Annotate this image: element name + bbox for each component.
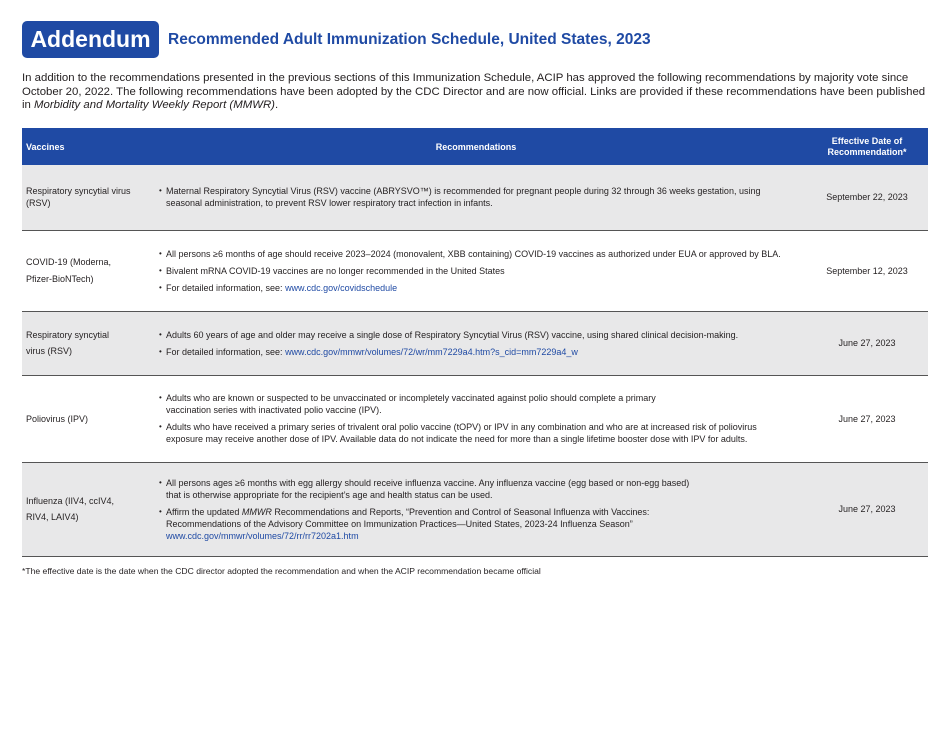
recommendation-item — [160, 185, 802, 209]
header-recommendations: Recommendations — [146, 128, 806, 165]
table-header-row — [22, 128, 928, 165]
recommendation-item — [160, 329, 802, 341]
recommendation-line: • All persons ages ≥6 months with egg allergy should receive influenza vaccine. Any influenza vaccine (egg based or non-egg based) — [166, 477, 690, 488]
intro-end: . — [274, 99, 279, 112]
recommendation-line: • Adults who have received a primary series of trivalent oral polio vaccine (tOPV) or IPV in any combination and who are at increased risk of poliovirus — [166, 422, 757, 432]
table-row — [22, 311, 928, 375]
vaccine-name-line: Respiratory syncytial virus — [26, 186, 131, 197]
recommendation-item — [160, 282, 802, 294]
recommendation-line: For detailed information, see: — [166, 282, 286, 293]
table-row — [22, 165, 928, 230]
effective-date-cell: September 22, 2023 — [806, 165, 928, 230]
recommendation-line: • Adults who are known or suspected to be unvaccinated or incompletely vaccinated against polio should complete a primary — [166, 393, 656, 403]
vaccine-name-line: Influenza (IIV4, ccIV4, — [26, 495, 115, 506]
recommendations-cell — [146, 311, 806, 375]
vaccine-name-line: Pfizer-BioNTech) — [26, 273, 94, 284]
page-title: Recommended Adult Immunization Schedule, United States, 2023 — [168, 30, 651, 48]
vaccine-cell — [22, 165, 146, 230]
addendum-table — [22, 128, 928, 557]
recommendation-item — [160, 392, 802, 416]
intro-text: In addition to the recommendations presented in the previous sections of this Immunization Schedule, ACIP has approved the following recommendations by majority vote since October 20, 2022. The following recommendations have been adopted by the CDC Director and are now official. Links are provided if these recommendations have been published in — [22, 72, 926, 112]
recommendation-line: For detailed information, see: — [166, 346, 286, 357]
recommendation-line: that is otherwise appropriate for the recipient’s age and health status can be used. — [166, 489, 493, 500]
table-row — [22, 230, 928, 311]
vaccine-cell — [22, 462, 146, 556]
vaccine-cell — [22, 311, 146, 375]
covid-schedule-link[interactable]: www.cdc.gov/covidschedule — [285, 282, 398, 293]
recommendation-item — [160, 346, 802, 358]
recommendation-item — [160, 265, 802, 277]
vaccine-name-line: virus (RSV) — [26, 346, 73, 356]
vaccine-name-line: Poliovirus (IPV) — [26, 413, 89, 424]
recommendation-item — [160, 421, 802, 445]
recommendation-line — [166, 506, 802, 518]
recommendation-item — [160, 506, 802, 542]
intro-publication: Morbidity and Mortality Weekly Report (MMWR) — [34, 99, 275, 112]
vaccine-name-line: (RSV) — [26, 198, 51, 209]
affirm-text: Affirm the updated — [166, 506, 242, 517]
intro-paragraph — [22, 72, 928, 113]
vaccine-cell — [22, 375, 146, 462]
recommendations-cell — [146, 375, 806, 462]
recommendation-line: vaccination series with inactivated polio vaccine (IPV). — [166, 405, 382, 415]
effective-date-cell: June 27, 2023 — [806, 311, 928, 375]
recommendation-line: exposure may receive another dose of IPV. Available data do not indicate the need for more than a single lifetime booster dose with IPV for adults. — [166, 434, 748, 444]
recommendation-item — [160, 248, 802, 260]
header-date-line2: Recommendation* — [827, 146, 907, 157]
recommendation-line: • Bivalent mRNA COVID-19 vaccines are no longer recommended in the United States — [166, 265, 505, 276]
header-date-line1: Effective Date of — [831, 135, 903, 146]
vaccine-cell — [22, 230, 146, 311]
header-vaccines: Vaccines — [22, 128, 146, 165]
addendum-badge: Addendum — [22, 21, 159, 58]
recommendations-cell — [146, 462, 806, 556]
vaccine-name-line: COVID-19 (Moderna, — [26, 257, 112, 267]
recommendation-line: • Adults 60 years of age and older may receive a single dose of Respiratory Syncytial Virus (RSV) vaccine, using shared clinical decision-making. — [166, 329, 739, 340]
recommendation-line: seasonal administration, to prevent RSV lower respiratory tract infection in infants. — [166, 198, 493, 209]
mmwr-italic: MMWR — [241, 506, 272, 517]
header-effective-date — [806, 128, 928, 165]
mmwr-influenza-link[interactable]: www.cdc.gov/mmwr/volumes/72/rr/rr7202a1.htm — [166, 530, 359, 541]
recommendations-cell — [146, 165, 806, 230]
table-row — [22, 375, 928, 462]
table-row — [22, 462, 928, 556]
effective-date-cell: June 27, 2023 — [806, 462, 928, 556]
effective-date-cell: September 12, 2023 — [806, 230, 928, 311]
recommendation-line: • Maternal Respiratory Syncytial Virus (RSV) vaccine (ABRYSVO™) is recommended for pregnant people during 32 through 36 weeks gestation, using — [166, 186, 761, 197]
vaccine-name-line: Respiratory syncytial — [26, 329, 110, 340]
vaccine-name-line: RIV4, LAIV4) — [26, 512, 79, 522]
effective-date-cell: June 27, 2023 — [806, 375, 928, 462]
recommendation-item — [160, 477, 802, 501]
recommendations-cell — [146, 230, 806, 311]
footnote: *The effective date is the date when the CDC director adopted the recommendation and when the ACIP recommendation became official — [22, 566, 541, 576]
mmwr-rsv-link[interactable]: www.cdc.gov/mmwr/volumes/72/wr/mm7229a4.htm?s_cid=mm7229a4_w — [285, 346, 578, 357]
page-header — [22, 21, 651, 58]
recommendation-line: Recommendations of the Advisory Committee on Immunization Practices—United States, 2023-24 Influenza Season” — [166, 518, 633, 529]
affirm-rest-text: Recommendations and Reports, “Prevention and Control of Seasonal Influenza with Vaccines: — [271, 506, 650, 517]
recommendation-line: • All persons ≥6 months of age should receive 2023–2024 (monovalent, XBB containing) COVID-19 vaccines as authorized under EUA or approved by BLA. — [166, 248, 781, 259]
